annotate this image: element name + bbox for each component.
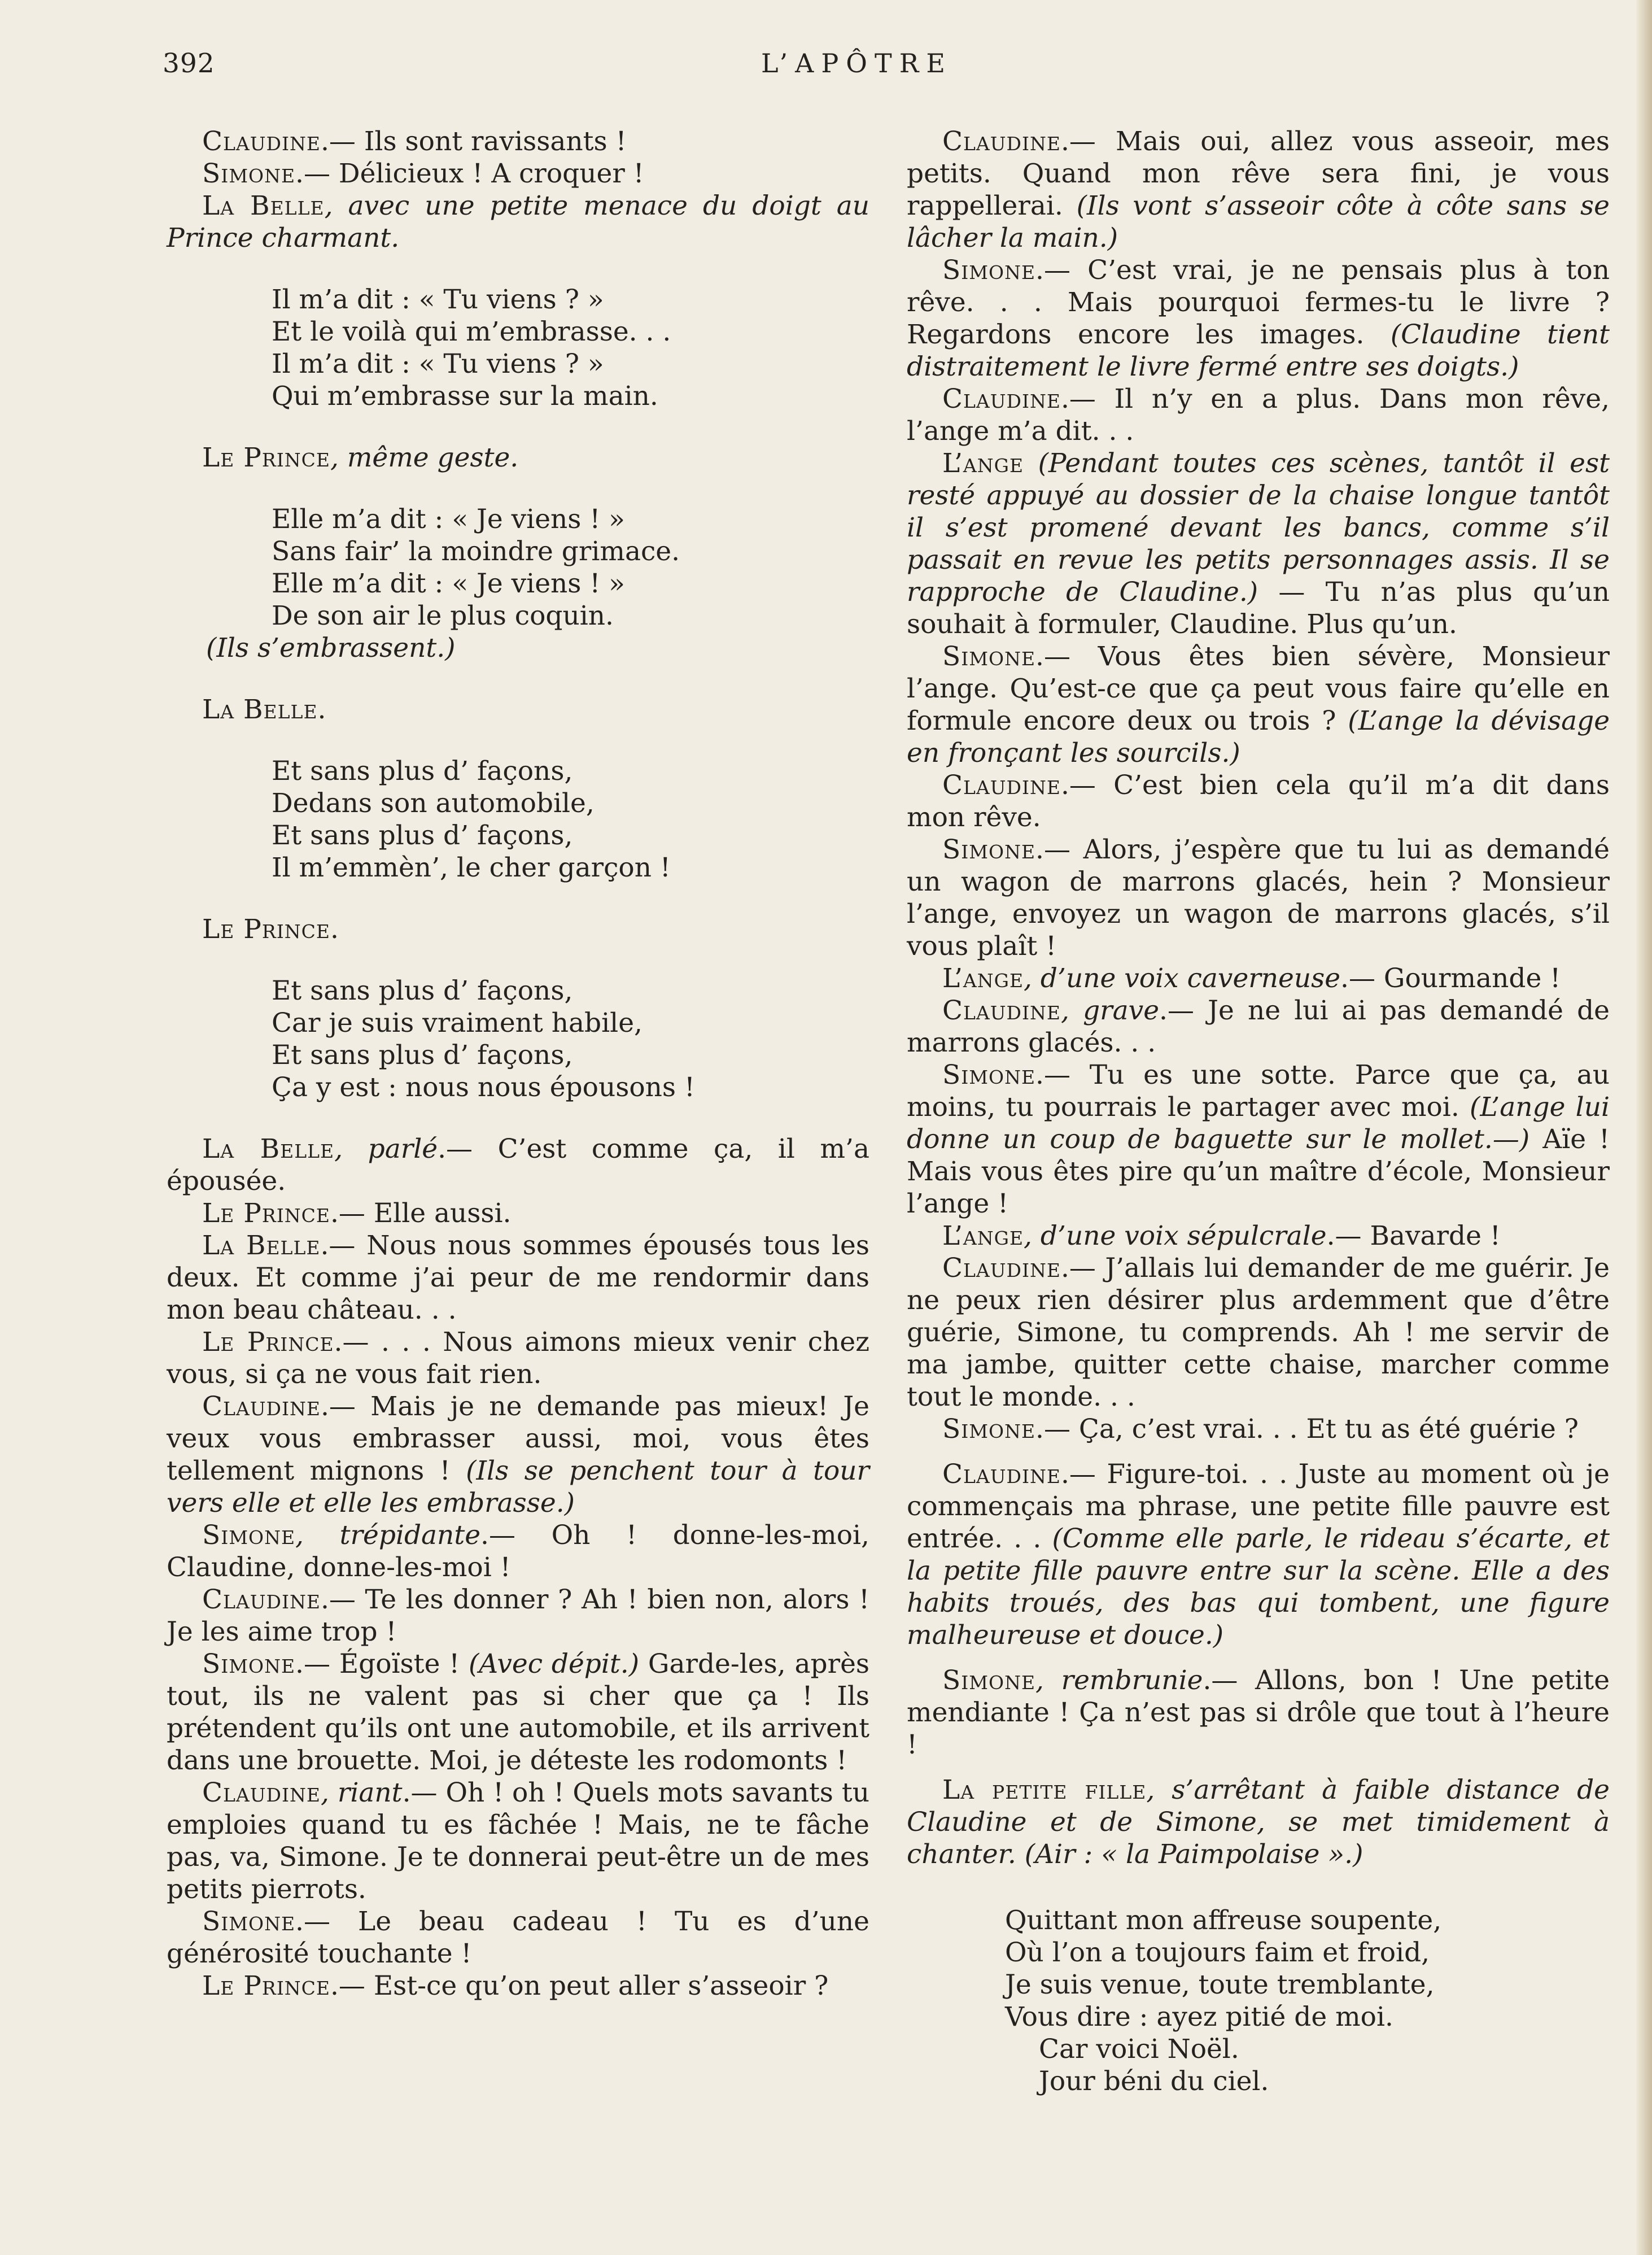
verse-stanza [167, 755, 869, 884]
speech-line: L’ange (Pendant toutes ces scènes, tantôt il est resté appuyé au dossier de la chaise longue tantôt il s’est promené devant les bancs, comme s’il passait en revue les petits personnages assis. Il se rapproche de Claudine.) — Tu n’as plus qu’un souhait à formuler, Claudine. Plus qu’un. [907, 448, 1610, 640]
verse-line: Sans fair’ la moindre grimace. [272, 536, 680, 567]
speaker-heading: Le Prince. [202, 914, 339, 945]
speech-line: Simone.— Égoïste ! (Avec dépit.) Garde-les, après tout, ils ne valent pas si cher que ça ! Ils prétendent qu’ils ont une automobile, et ils arrivent dans une brouette. Moi, je déteste les rodomonts ! [167, 1648, 870, 1776]
speaker-heading: Le Prince, même geste. [202, 442, 519, 473]
speech-line: Le Prince.— Est-ce qu’on peut aller s’asseoir ? [202, 1970, 829, 2001]
speech-line: Simone.— C’est vrai, je ne pensais plus à ton rêve. . . Mais pourquoi fermes-tu le livre ? Regardons encore les images. (Claudine tient distraitement le livre fermé entre ses doigts.) [907, 255, 1610, 382]
verse-line: Il m’emmèn’, le cher garçon ! [272, 852, 671, 883]
speech-line: Simone.— Tu es une sotte. Parce que ça, au moins, tu pourrais le partager avec moi. (L’ange lui donne un coup de baguette sur le mollet.—) Aïe ! Mais vous êtes pire qu’un maître d’école, Monsieur l’ange ! [907, 1059, 1610, 1219]
speech-line: Claudine.— Mais je ne demande pas mieux! Je veux vous embrasser aussi, moi, vous êtes tellement mignons ! (Ils se penchent tour à tour vers elle et elle les embrasse.) [167, 1391, 869, 1519]
verse-stanza [167, 283, 869, 412]
stage-direction: (Ils s’embrassent.) [206, 633, 456, 664]
verse-line: Vous dire : ayez pitié de moi. [1005, 2001, 1393, 2032]
speech-line: Claudine, grave.— Je ne lui ai pas demandé de marrons glacés. . . [907, 995, 1610, 1058]
speech-line: Simone, trépidante.— Oh ! donne-les-moi, Claudine, donne-les-moi ! [167, 1520, 869, 1583]
verse-line: De son air le plus coquin. [272, 600, 614, 631]
speaker-heading: La Belle. [202, 694, 327, 725]
verse-line: Et sans plus d’ façons, [272, 1040, 573, 1071]
speech-line: Simone, rembrunie.— Allons, bon ! Une petite mendiante ! Ça n’est pas si drôle que tout à l’heure ! [907, 1665, 1610, 1760]
speech-line: Claudine.— Il n’y en a plus. Dans mon rêve, l’ange m’a dit. . . [907, 383, 1610, 447]
verse-line: Elle m’a dit : « Je viens ! » [272, 504, 625, 535]
speech-line: Claudine.— Figure-toi. . . Juste au moment où je commençais ma phrase, une petite fille pauvre est entrée. . . (Comme elle parle, le rideau s’écarte, et la petite fille pauvre entre sur la scène. Elle a des habits troués, des bas qui tombent, une figure malheureuse et douce.) [907, 1459, 1610, 1651]
verse-line: Quittant mon affreuse soupente, [1005, 1905, 1442, 1936]
speech-line: Claudine, riant.— Oh ! oh ! Quels mots savants tu emploies quand tu es fâchée ! Mais, ne te fâche pas, va, Simone. Je te donnerai peut-être un de mes petits pierrots. [167, 1777, 870, 1905]
speech-line: Claudine.— Mais oui, allez vous asseoir, mes petits. Quand mon rêve sera fini, je vous rappellerai. (Ils vont s’asseoir côte à côte sans se lâcher la main.) [907, 126, 1610, 254]
speech-line: Simone.— Le beau cadeau ! Tu es d’une générosité touchante ! [167, 1906, 869, 1969]
speech-line: Claudine.— J’allais lui demander de me guérir. Je ne peux rien désirer plus ardemment que d’être guérie, Simone, tu comprends. Ah ! me servir de ma jambe, quitter cette chaise, marcher comme tout le monde. . . [907, 1253, 1610, 1412]
speech-line: Simone.— Vous êtes bien sévère, Monsieur l’ange. Qu’est-ce que ça peut vous faire qu’elle en formule encore deux ou trois ? (L’ange la dévisage en fronçant les sourcils.) [907, 641, 1610, 769]
verse-line: Il m’a dit : « Tu viens ? » [272, 284, 604, 315]
verse-line: Et le voilà qui m’embrasse. . . [272, 316, 671, 347]
verse-line: Car voici Noël. [1039, 2034, 1239, 2065]
page-number: 392 [163, 48, 215, 79]
page-edge [1636, 0, 1652, 2255]
verse-line: Qui m’embrasse sur la main. [272, 381, 658, 412]
verse-stanza [167, 975, 869, 1103]
running-title: L’APÔTRE [761, 48, 952, 78]
verse-line: Elle m’a dit : « Je viens ! » [272, 568, 625, 599]
speech-line: L’ange, d’une voix sépulcrale.— Bavarde ! [942, 1220, 1501, 1251]
speech-line: Le Prince.— . . . Nous aimons mieux venir chez vous, si ça ne vous fait rien. [167, 1327, 869, 1390]
verse-line: Je suis venue, toute tremblante, [1005, 1969, 1435, 2000]
verse-line: Où l’on a toujours faim et froid, [1005, 1937, 1430, 1968]
verse-line: Et sans plus d’ façons, [272, 820, 573, 851]
verse-line: Dedans son automobile, [272, 788, 595, 819]
verse-line: Et sans plus d’ façons, [272, 756, 573, 787]
verse-line: Ça y est : nous nous épousons ! [272, 1072, 695, 1103]
verse-stanza [167, 503, 869, 632]
speech-line: Claudine.— Ils sont ravissants ! [202, 126, 627, 157]
verse-stanza [907, 1904, 1610, 2097]
stage-direction: La petite fille, s’arrêtant à faible distance de Claudine et de Simone, se met timidement à chanter. (Air : « la Paimpolaise ».) [907, 1774, 1610, 1870]
speech-line: Le Prince.— Elle aussi. [202, 1198, 512, 1229]
speech-line: La Belle, parlé.— C’est comme ça, il m’a épousée. [167, 1133, 869, 1197]
speech-line: Claudine.— C’est bien cela qu’il m’a dit dans mon rêve. [907, 770, 1610, 833]
speech-line: L’ange, d’une voix caverneuse.— Gourmande ! [942, 963, 1561, 994]
speech-line: La Belle.— Nous nous sommes épousés tous les deux. Et comme j’ai peur de me rendormir dans mon beau château. . . [167, 1230, 869, 1325]
verse-line: Et sans plus d’ façons, [272, 975, 573, 1006]
verse-line: Jour béni du ciel. [1039, 2066, 1269, 2097]
stage-direction: La Belle, avec une petite menace du doigt au Prince charmant. [167, 190, 869, 254]
right-column [907, 125, 1610, 2097]
speech-line: Claudine.— Te les donner ? Ah ! bien non, alors ! Je les aime trop ! [167, 1584, 869, 1647]
verse-line: Car je suis vraiment habile, [272, 1007, 643, 1039]
page-header [163, 48, 1608, 88]
speech-line: Simone.— Ça, c’est vrai. . . Et tu as été guérie ? [942, 1414, 1579, 1445]
left-column [167, 125, 869, 2002]
verse-line: Il m’a dit : « Tu viens ? » [272, 348, 604, 380]
speech-line: Simone.— Délicieux ! A croquer ! [202, 158, 644, 189]
speech-line: Simone.— Alors, j’espère que tu lui as demandé un wagon de marrons glacés, hein ? Monsieur l’ange, envoyez un wagon de marrons glacés, s’il vous plaît ! [907, 834, 1610, 962]
